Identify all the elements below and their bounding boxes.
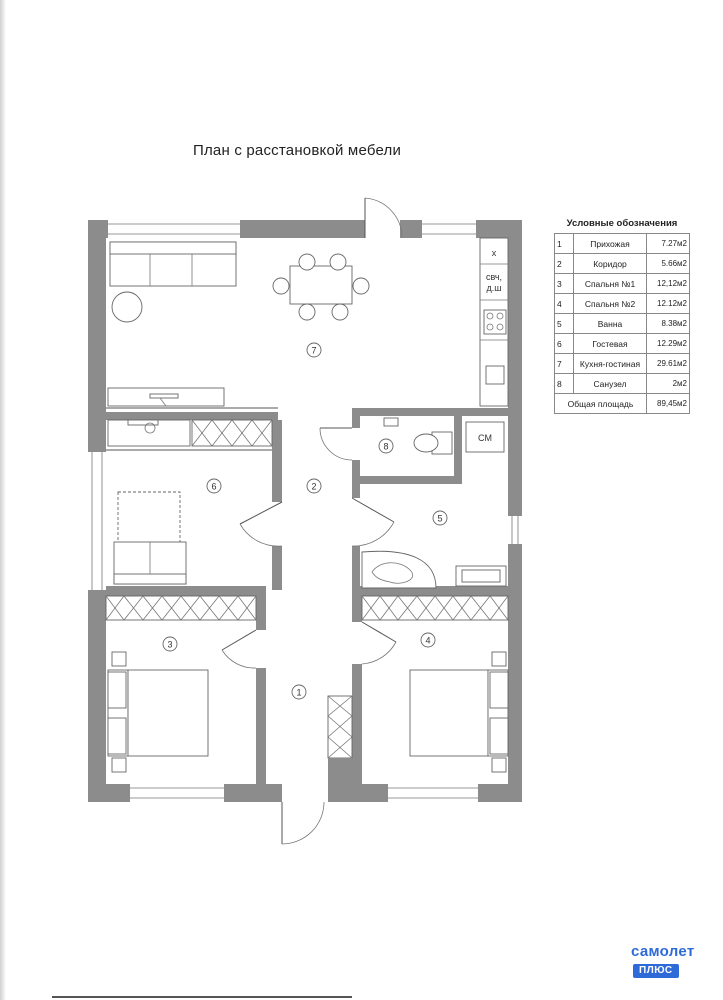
- bath-sink-counter: [456, 566, 506, 586]
- legend-total-area: 89,45м2: [647, 394, 690, 414]
- legend-row-area: 12.29м2: [647, 334, 690, 354]
- svg-text:4: 4: [425, 635, 431, 646]
- legend-row-name: Спальня №1: [574, 274, 647, 294]
- svg-text:2: 2: [311, 481, 317, 492]
- living-room-sofa: [110, 242, 236, 286]
- microwave-label-line2: д.ш: [486, 283, 502, 293]
- plan-title: План с расстановкой мебели: [193, 142, 402, 159]
- brand-logo: [631, 943, 715, 978]
- dining-table: [273, 254, 369, 320]
- legend-total-label: Общая площадь: [555, 394, 647, 414]
- legend-row: [555, 314, 690, 334]
- guest-room-wardrobe: [192, 420, 272, 446]
- legend-row-area: 29.61м2: [647, 354, 690, 374]
- bedroom2-wardrobe: [362, 596, 508, 620]
- legend-row-area: 8.38м2: [647, 314, 690, 334]
- legend-row-number: 8: [555, 374, 574, 394]
- legend-row: [555, 334, 690, 354]
- legend-table: [554, 233, 690, 414]
- tv-console: [108, 388, 224, 406]
- washing-machine-label: СМ: [478, 433, 492, 443]
- legend-row-name: Кухня-гостиная: [574, 354, 647, 374]
- svg-text:5: 5: [437, 513, 443, 524]
- legend-row-number: 7: [555, 354, 574, 374]
- legend-row-number: 4: [555, 294, 574, 314]
- legend-row: [555, 234, 690, 254]
- legend-row: [555, 294, 690, 314]
- legend-title: Условные обозначения: [566, 218, 678, 229]
- bedroom1-bed: [108, 652, 208, 772]
- svg-text:6: 6: [211, 481, 217, 492]
- svg-text:3: 3: [167, 639, 173, 650]
- brand-sub-badge: ПЛЮС: [633, 964, 679, 978]
- legend-total-row: [555, 394, 690, 414]
- svg-text:7: 7: [311, 345, 317, 356]
- kitchen-unit: [480, 238, 508, 406]
- legend-row: [555, 354, 690, 374]
- legend-row-number: 2: [555, 254, 574, 274]
- legend-row: [555, 374, 690, 394]
- room-marker-4: [421, 633, 435, 647]
- bedroom2-bed: [410, 652, 508, 772]
- legend: [554, 218, 690, 414]
- legend-row-name: Санузел: [574, 374, 647, 394]
- legend-row-number: 3: [555, 274, 574, 294]
- legend-row-area: 12,12м2: [647, 274, 690, 294]
- room-marker-6: [207, 479, 221, 493]
- svg-text:1: 1: [296, 687, 302, 698]
- legend-row-area: 2м2: [647, 374, 690, 394]
- legend-row-name: Прихожая: [574, 234, 647, 254]
- legend-row-number: 1: [555, 234, 574, 254]
- room-marker-3: [163, 637, 177, 651]
- armchair-round: [112, 292, 142, 322]
- room-marker-1: [292, 685, 306, 699]
- legend-row-area: 7.27м2: [647, 234, 690, 254]
- legend-row-number: 5: [555, 314, 574, 334]
- sofa-bed: [114, 492, 186, 584]
- legend-row-name: Спальня №2: [574, 294, 647, 314]
- legend-row: [555, 274, 690, 294]
- legend-row: [555, 254, 690, 274]
- room-marker-5: [433, 511, 447, 525]
- brand-name: самолет: [631, 943, 695, 960]
- fridge-mark: х: [491, 248, 497, 258]
- legend-row-name: Коридор: [574, 254, 647, 274]
- wc-fixtures: [384, 418, 452, 454]
- bathtub-corner: [362, 551, 436, 588]
- guest-room-shelf: [108, 420, 190, 446]
- legend-row-area: 12.12м2: [647, 294, 690, 314]
- page-bottom-divider: [52, 996, 352, 998]
- legend-row-number: 6: [555, 334, 574, 354]
- room-marker-2: [307, 479, 321, 493]
- room-marker-7: [307, 343, 321, 357]
- legend-row-name: Гостевая: [574, 334, 647, 354]
- legend-row-name: Ванна: [574, 314, 647, 334]
- microwave-label-line1: свч,: [485, 272, 503, 282]
- legend-row-area: 5.66м2: [647, 254, 690, 274]
- svg-text:8: 8: [383, 441, 389, 452]
- bedroom1-wardrobe: [106, 596, 256, 620]
- room-marker-8: [379, 439, 393, 453]
